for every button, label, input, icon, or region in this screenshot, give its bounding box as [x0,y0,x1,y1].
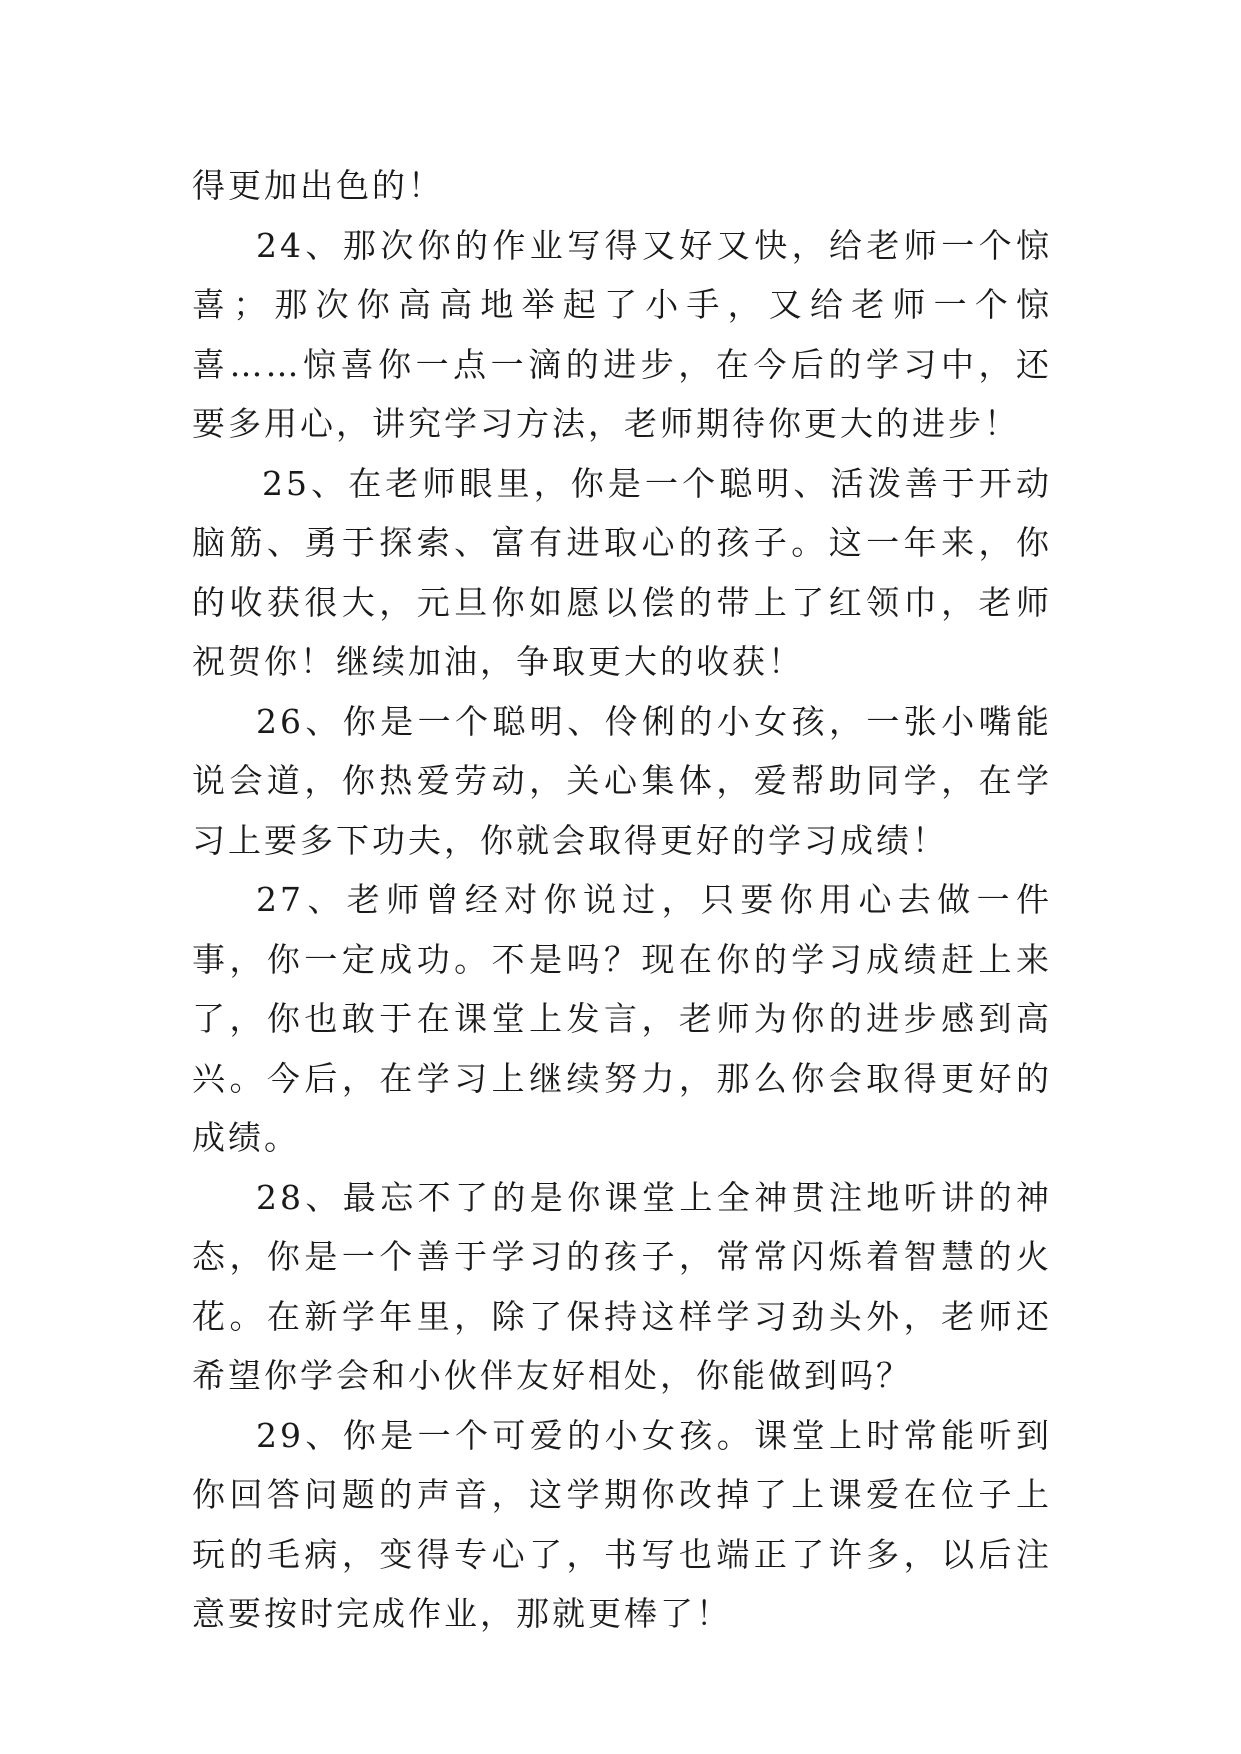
paragraph-28: 28、最忘不了的是你课堂上全神贯注地听讲的神态，你是一个善于学习的孩子，常常闪烁着智慧的火花。在新学年里，除了保持这样学习劲头外，老师还希望你学会和小伙伴友好相处，你能做到吗？ [192,1177,1052,1395]
document-body [192,156,1052,1644]
paragraph-27: 27、老师曾经对你说过，只要你用心去做一件事，你一定成功。不是吗？现在你的学习成绩赶上来了，你也敢于在课堂上发言，老师为你的进步感到高兴。今后，在学习上继续努力，那么你会取得更好的成绩。 [192,880,1052,1157]
paragraph-24: 24、那次你的作业写得又好又快，给老师一个惊喜；那次你高高地举起了小手，又给老师一个惊喜……惊喜你一点一滴的进步，在今后的学习中，还要多用心，讲究学习方法，老师期待你更大的进步！ [192,225,1052,443]
paragraph-26: 26、你是一个聪明、伶俐的小女孩，一张小嘴能说会道，你热爱劳动，关心集体，爱帮助同学，在学习上要多下功夫，你就会取得更好的学习成绩！ [192,701,1052,860]
paragraph-continuation: 得更加出色的！ [192,166,444,205]
paragraph-29: 29、你是一个可爱的小女孩。课堂上时常能听到你回答问题的声音，这学期你改掉了上课爱在位子上玩的毛病，变得专心了，书写也端正了许多，以后注意要按时完成作业，那就更棒了！ [192,1415,1052,1633]
paragraph-25: 25、在老师眼里，你是一个聪明、活泼善于开动脑筋、勇于探索、富有进取心的孩子。这一年来，你的收获很大，元旦你如愿以偿的带上了红领巾，老师祝贺你！继续加油，争取更大的收获！ [192,463,1052,681]
